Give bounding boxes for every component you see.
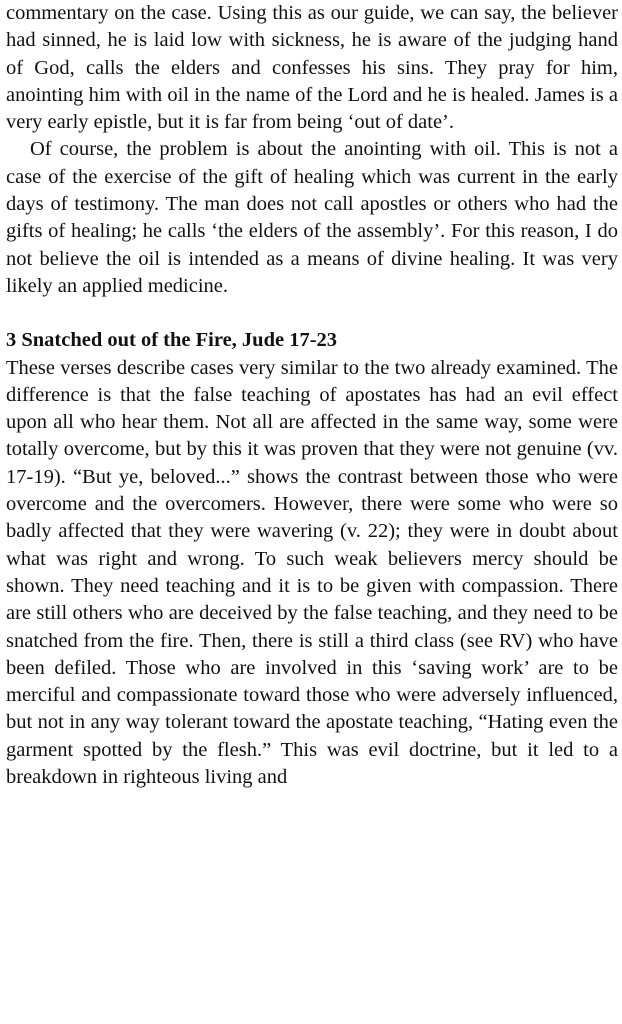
paragraph-commentary: commentary on the case. Using this as our guide, we can say, the believer had sinned, he is laid low with sickness, he is aware of the judging hand of God, calls the elders and confesses his sins. They pray for him, anointing him with oil in the name of the Lord and he is healed. James is a very early epistle, but it is far from being ‘out of date’. bbox=[6, 2, 618, 134]
document-page bbox=[6, 0, 618, 791]
paragraph-jude: These verses describe cases very similar to the two already examined. The difference is that the false teaching of apostates has had an evil effect upon all who hear them. Not all are affected in the same way, some were totally overcome, but by this it was proven that they were not genuine (vv. 17-19). “But ye, beloved...” shows the contrast between those who were overcome and the overcomers. However, there were some who were so badly affected that they were wavering (v. 22); they were in doubt about what was right and wrong. To such weak believers mercy should be shown. They need teaching and it is to be given with compassion. There are still others who are deceived by the false teaching, and they need to be snatched from the fire. Then, there is still a third class (see RV) who have been defiled. Those who are involved in this ‘saving work’ are to be merciful and compassionate toward those who were adversely influenced, but not in any way tolerant toward the apostate teaching, “Hating even the garment spotted by the flesh.” This was evil doctrine, but it led to a breakdown in righteous living and bbox=[6, 356, 618, 789]
section-heading: 3 Snatched out of the Fire, Jude 17-23 bbox=[6, 329, 338, 352]
paragraph-anointing: Of course, the problem is about the anointing with oil. This is not a case of the exercise of the gift of healing which was current in the early days of testimony. The man does not call apostles or others who had the gifts of healing; he calls ‘the elders of the assembly’. For this reason, I do not believe the oil is intended as a means of divine healing. It was very likely an applied medicine. bbox=[6, 138, 618, 297]
